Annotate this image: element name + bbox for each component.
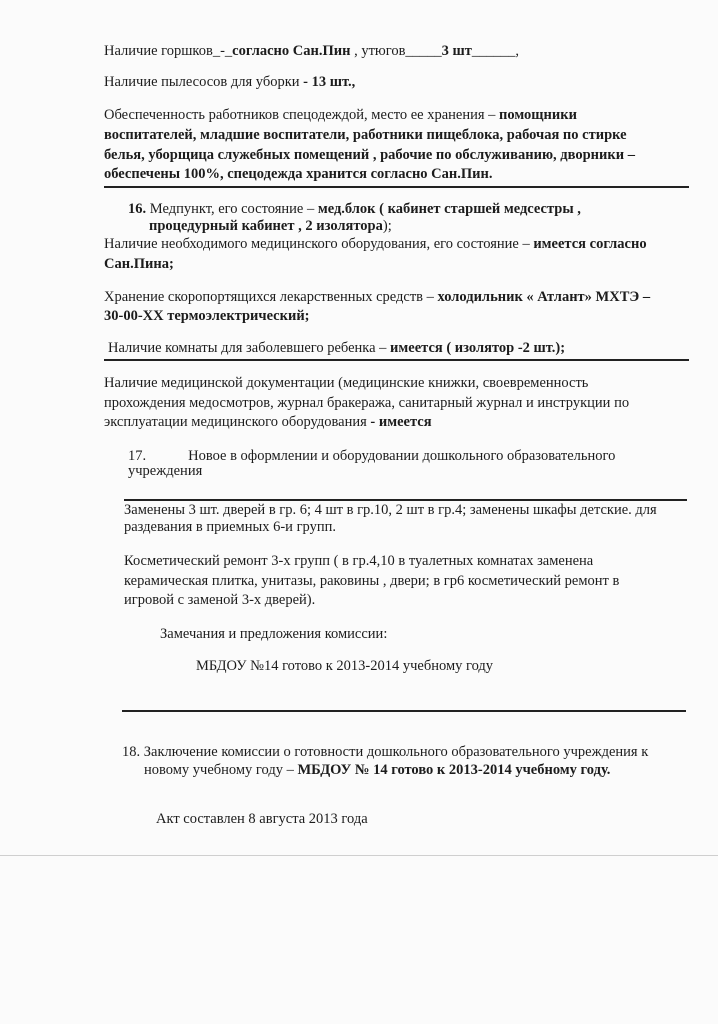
section-17-number: 17. xyxy=(128,448,147,464)
section-17-heading-2: учреждения xyxy=(128,463,203,479)
storage-line xyxy=(104,288,650,306)
workwear-line-4: обеспечены 100%, спецодежда хранится согласно Сан.Пин. xyxy=(104,166,493,182)
conclusion-line-2: новому учебному году – МБДОУ № 14 готово к 2013-2014 учебному году. xyxy=(144,762,611,778)
workwear-label: Обеспеченность работников спецодеждой, место ее хранения – xyxy=(104,107,500,123)
medpoint-line-2: процедурный кабинет , 2 изолятора); xyxy=(149,218,392,234)
repair-line-2: керамическая плитка, унитазы, раковины , двери; в гр6 косметический ремонт в xyxy=(124,573,620,589)
divider-line xyxy=(104,186,689,188)
storage-value: холодильник « Атлант» МХТЭ – xyxy=(437,289,651,305)
conclusion-value: МБДОУ № 14 готово к 2013-2014 учебному году. xyxy=(297,762,611,778)
pots-label: Наличие горшков xyxy=(104,43,213,59)
sick-room-line xyxy=(108,339,565,357)
act-date: Акт составлен 8 августа 2013 года xyxy=(156,811,368,827)
irons-value: 3 шт xyxy=(441,43,472,59)
sick-room-value: имеется ( изолятор -2 шт.); xyxy=(390,340,566,356)
docs-value: - имеется xyxy=(370,414,432,430)
divider-line xyxy=(104,359,689,361)
irons-label: , утюгов xyxy=(350,43,406,59)
section-17-heading: 17. Новое в оформлении и оборудовании дошкольного образовательного xyxy=(128,448,616,464)
sick-room-label: Наличие комнаты для заболевшего ребенка – xyxy=(108,340,391,356)
conclusion-line-1: 18. Заключение комиссии о готовности дошкольного образовательного учреждения к xyxy=(122,744,649,760)
equipment-line xyxy=(104,235,647,253)
workwear-line-2: воспитателей, младшие воспитатели, работники пищеблока, рабочая по стирке xyxy=(104,127,627,143)
page-edge-line xyxy=(0,855,718,856)
equipment-label: Наличие необходимого медицинского оборудования, его состояние – xyxy=(104,236,534,252)
vacuum-line xyxy=(104,73,355,91)
vacuum-value: - 13 шт., xyxy=(303,74,356,90)
irons-tail: ______, xyxy=(471,43,520,59)
irons-blank: _____ xyxy=(405,43,442,59)
pots-line xyxy=(104,42,519,60)
remarks-heading: Замечания и предложения комиссии: xyxy=(160,626,388,642)
storage-line-2: 30-00-ХХ термоэлектрический; xyxy=(104,308,310,324)
docs-line-1: Наличие медицинской документации (медицинские книжки, своевременность xyxy=(104,375,589,391)
pots-dash: _-_ xyxy=(212,43,233,59)
storage-label: Хранение скоропортящихся лекарственных средств – xyxy=(104,289,438,305)
workwear-line-3: белья, уборщица служебных помещений , рабочие по обслуживанию, дворники – xyxy=(104,147,635,163)
repair-line-1: Косметический ремонт 3-х групп ( в гр.4,10 в туалетных комнатах заменена xyxy=(124,553,594,569)
readiness-note: МБДОУ №14 готово к 2013-2014 учебному году xyxy=(196,658,494,674)
repair-line-3: игровой с заменой 3-х дверей). xyxy=(124,592,316,608)
workwear-value-start: помощники xyxy=(499,107,577,123)
docs-line-3: эксплуатации медицинского оборудования - имеется xyxy=(104,414,432,430)
medpoint-line xyxy=(128,200,581,218)
vacuum-label: Наличие пылесосов для уборки xyxy=(104,74,304,90)
equipment-line-2: Сан.Пина; xyxy=(104,256,174,272)
replaced-line-1: Заменены 3 шт. дверей в гр. 6; 4 шт в гр.10, 2 шт в гр.4; заменены шкафы детские. для xyxy=(124,502,657,518)
replaced-line-2: раздевания в приемных 6-и групп. xyxy=(124,519,336,535)
medpoint-value: мед.блок ( кабинет старшей медсестры , xyxy=(317,201,581,217)
section-16-number: 16. xyxy=(128,201,147,217)
divider-line xyxy=(122,710,686,712)
medpoint-label: Медпункт, его состояние – xyxy=(146,201,318,217)
docs-line-2: прохождения медосмотров, журнал бракеража, санитарный журнал и инструкции по xyxy=(104,395,630,411)
pots-value: согласно Сан.Пин xyxy=(232,43,351,59)
equipment-value: имеется согласно xyxy=(533,236,647,252)
workwear-line-1 xyxy=(104,106,577,124)
